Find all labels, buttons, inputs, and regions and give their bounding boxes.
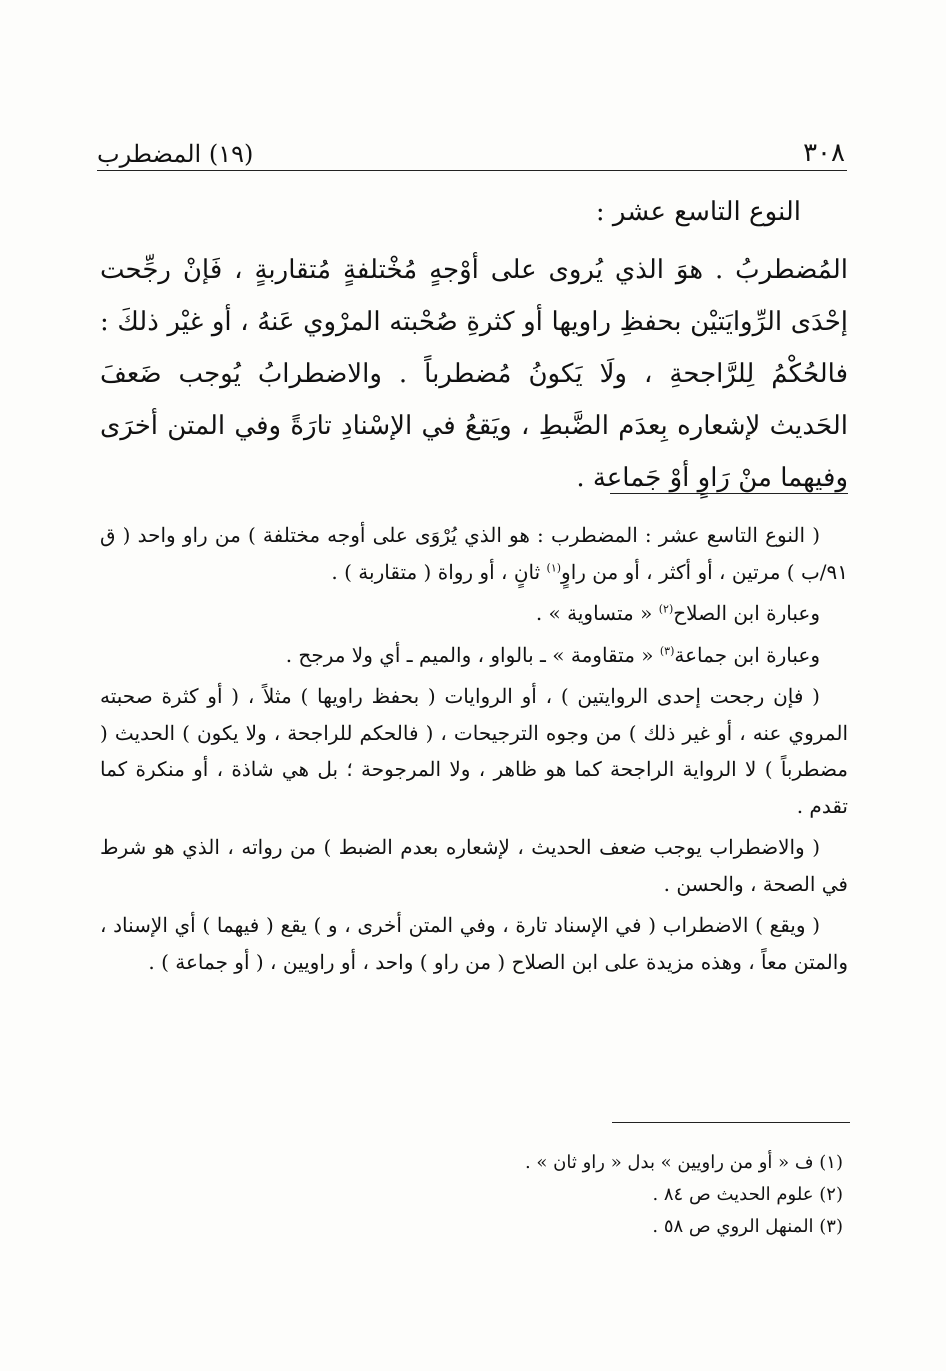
section-heading: النوع التاسع عشر : [595, 197, 801, 227]
footnote: (١) ف « أو من راويين » بدل « راو ثان » . [524, 1152, 843, 1173]
main-text-rule [610, 493, 848, 494]
footnote-marker[interactable]: (٣) [659, 643, 675, 657]
running-title: (١٩) المضطرب [97, 140, 254, 168]
footnote-marker[interactable]: (١) [546, 560, 562, 574]
header-rule [97, 170, 847, 171]
footnote: (٢) علوم الحديث ص ٨٤ . [652, 1184, 843, 1205]
page-header [97, 128, 845, 168]
footnote-rule [612, 1122, 850, 1123]
commentary-paragraph: وعبارة ابن الصلاح$^{(٢)}$ « متساوية » . [535, 601, 820, 625]
commentary-paragraph: ( ويقع ) الاضطراب ( في الإسناد تارة ، وفي المتن أخرى ، و ) يقع ( فيهما ) أي الإسناد ، والمتن معاً ، وهذه مزيدة على ابن الصلاح ( من راو ) واحد ، أو راويين ، ( أو جماعة ) . [100, 913, 848, 974]
commentary-paragraph: ( والاضطراب يوجب ضعف الحديث ، لإشعاره بعدم الضبط ) من رواته ، الذي هو شرط في الصحة ، والحسن . [100, 835, 848, 896]
commentary-paragraph: وعبارة ابن جماعة$^{(٣)}$ « متقاومة » ـ بالواو ، والميم ـ أي ولا مرجح . [285, 642, 820, 667]
footnote: (٣) المنهل الروي ص ٥٨ . [652, 1216, 843, 1237]
main-text: المُضطربُ . هوَ الذي يُروى على أوْجهٍ مُخْتلفةٍ مُتقاربةٍ ، فَإنْ رجِّحت إحْدَى الرِّوايَتيْن بحفظِ راويها أو كثرةِ صُحْبته المرْوي عَنهُ ، أو غيْر ذلكَ : فالحُكْمُ لِلرَّاجحةِ ، ولَا يَكونُ مُضطرباً . والاضطرابُ يُوجب ضَعفَ الحَديث لإشعاره بِعدَم الضَّبطِ ، ويَقعُ في الإسْنادِ تارَةً وفي المتن أخرَى وفيهما منْ رَاوٍ أوْ جَماعة . [100, 255, 848, 493]
footnote-marker[interactable]: (٢) [658, 602, 674, 616]
commentary-paragraph: ( فإن رجحت إحدى الروايتين ) ، أو الروايات ( بحفظ راويها ) مثلاً ، ( أو كثرة صحبته المروي عنه ، أو غير ذلك ) من وجوه الترجيحات ، ( فالحكم للراجحة ، ولا يكون ) الحديث ( مضطرباً ) لا الرواية الراجحة كما هو ظاهر ، ولا المرجوحة ؛ بل هي شاذة ، أو منكرة كما تقدم . [100, 684, 848, 818]
footnotes [525, 1147, 843, 1243]
page-number: ٣٠٨ [803, 138, 845, 168]
commentary-paragraph: ( النوع التاسع عشر : المضطرب : هو الذي يُرْوَى على أوجه مختلفة ) من راو واحد ( ق ٩١/ب ) مرتين ، أو أكثر ، أو من راوٍ$^{(١)}$ ثانٍ ، أو رواة ( متقاربة ) . [100, 523, 848, 584]
commentary [100, 517, 848, 985]
